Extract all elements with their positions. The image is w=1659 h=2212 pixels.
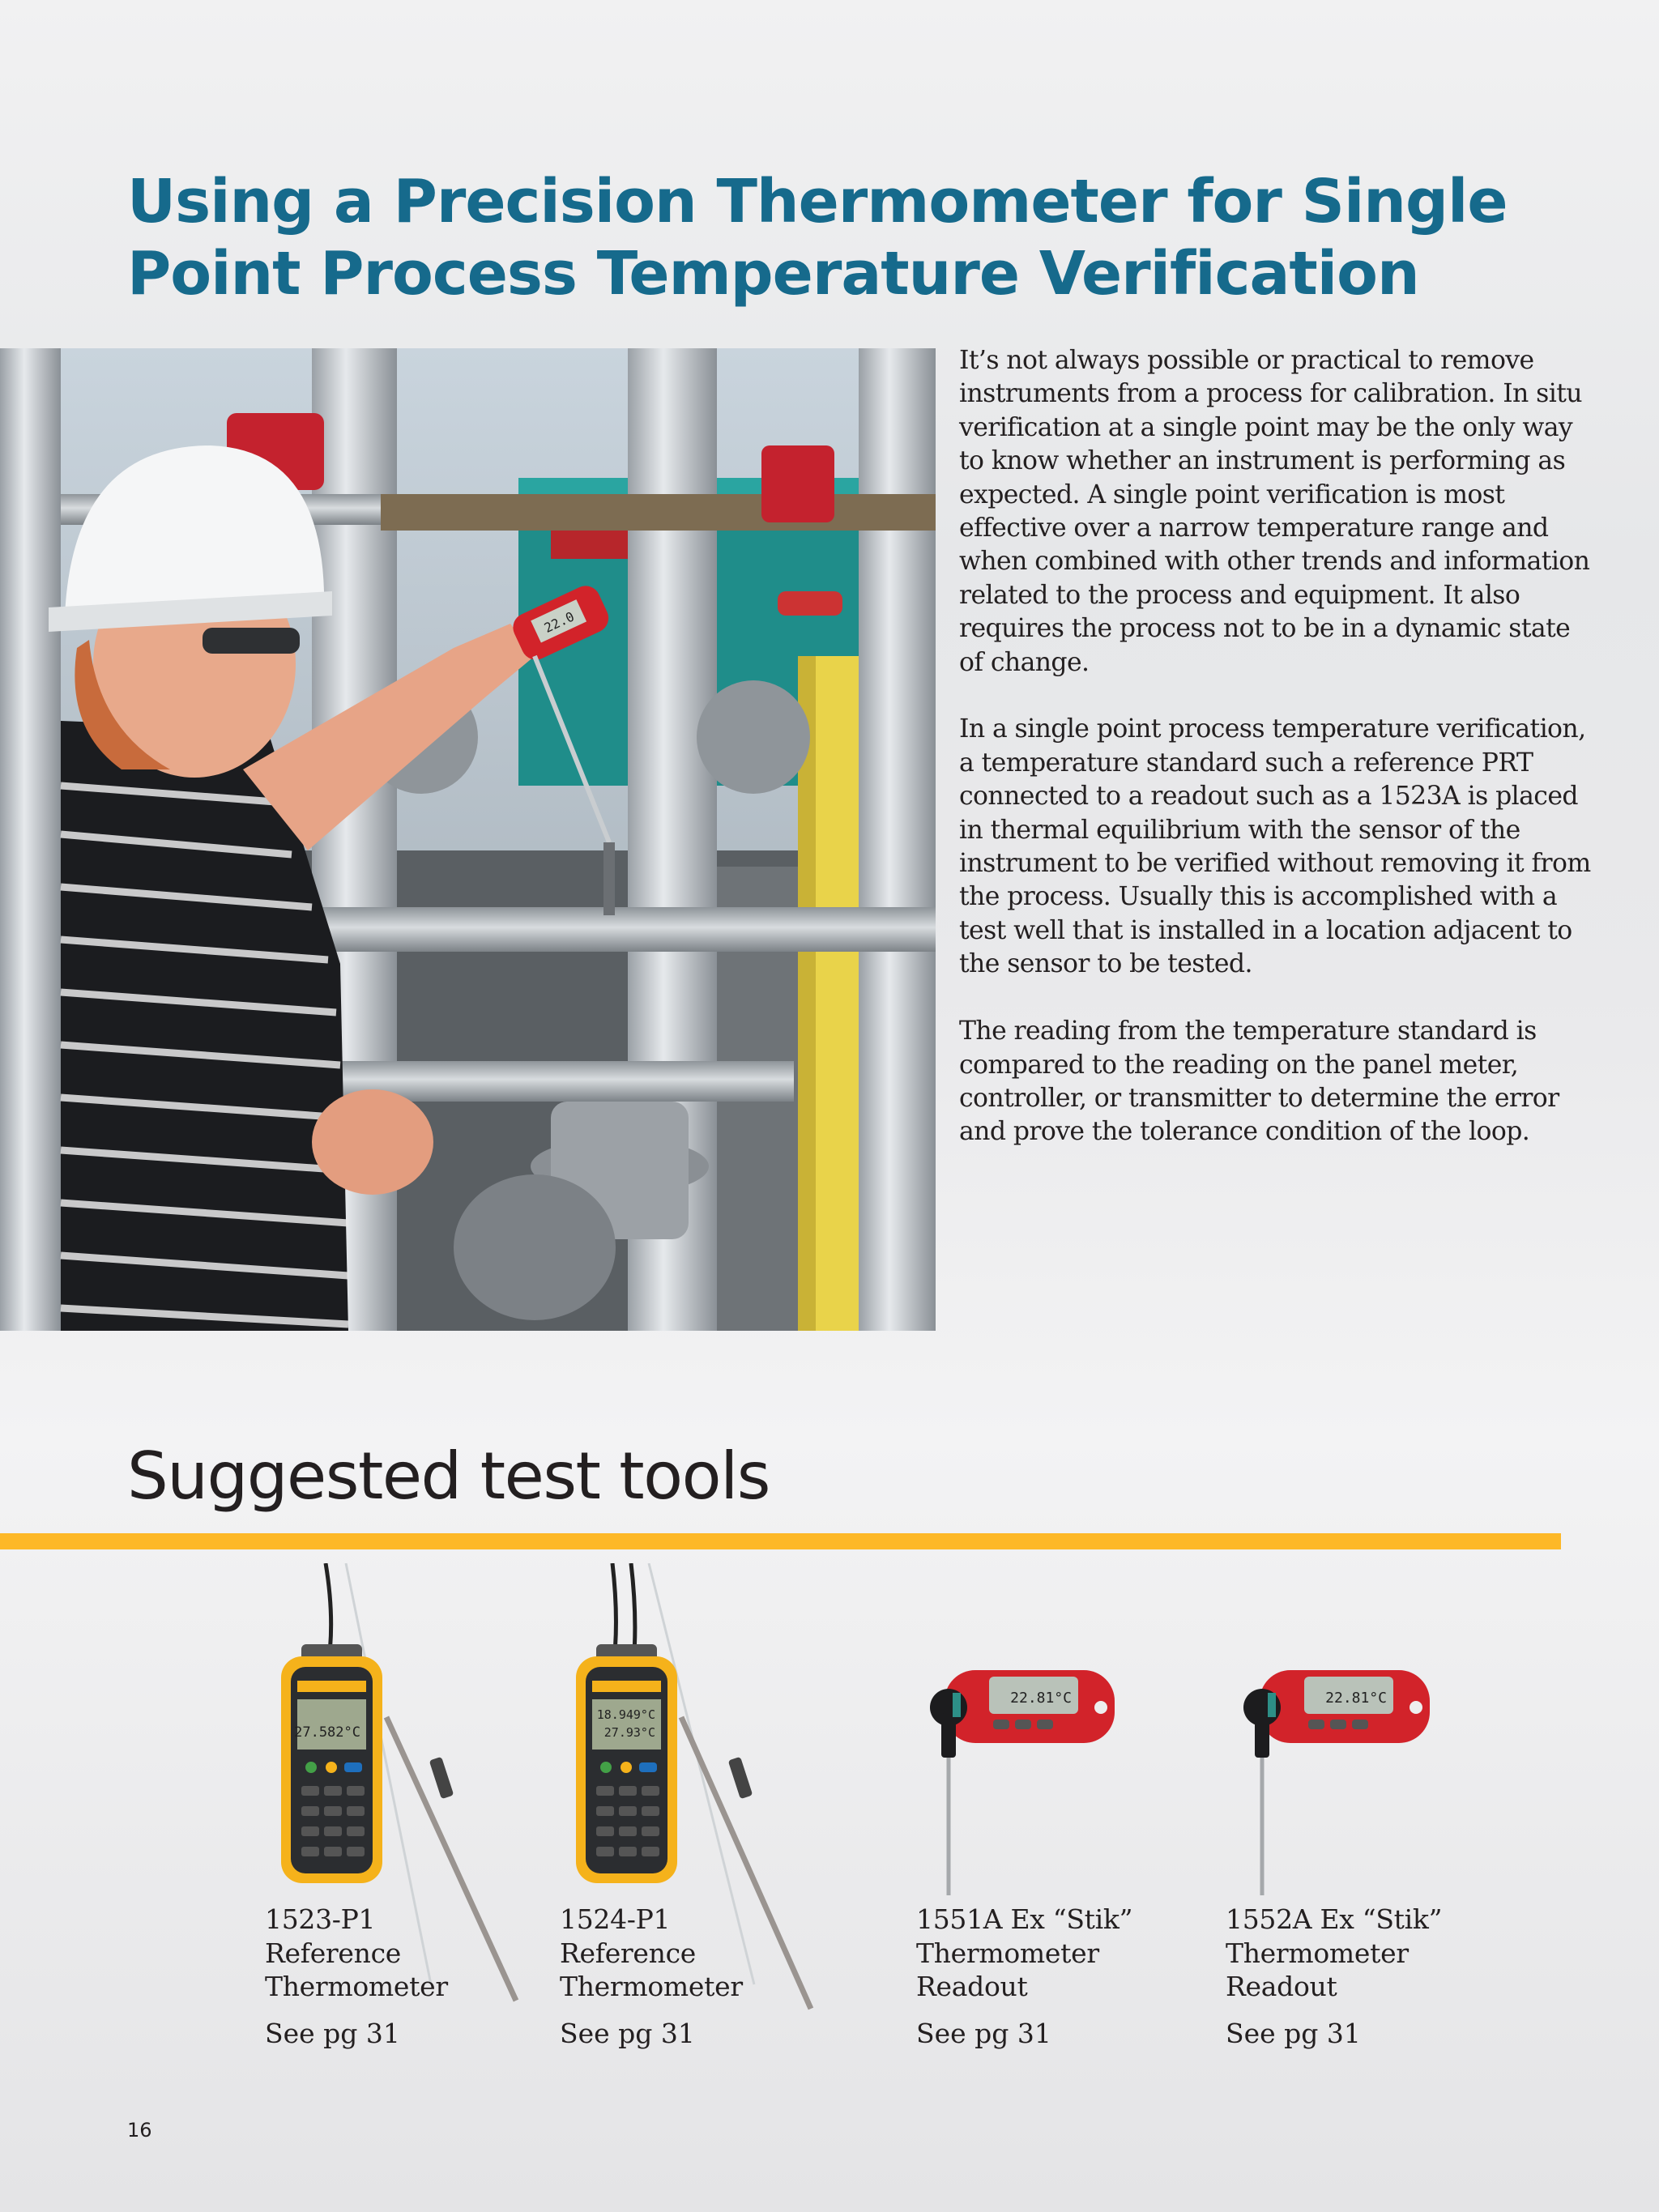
- product-2-screen-2: 27.93°C: [603, 1725, 655, 1740]
- product-2-line-3: Thermometer: [560, 1971, 743, 2002]
- product-3-screen: 22.81°C: [1010, 1690, 1072, 1707]
- field-technician-photo: [0, 348, 936, 1331]
- product-3-label: [916, 1903, 1183, 2004]
- body-text: [959, 344, 1591, 1183]
- section-title: Suggested test tools: [127, 1438, 770, 1514]
- product-3-line-3: Readout: [916, 1971, 1028, 2002]
- product-1-label: [265, 1903, 532, 2004]
- product-2-model: 1524-P1: [560, 1903, 671, 1935]
- page-title-line-1: Using a Precision Thermometer for Single: [127, 167, 1508, 237]
- product-2-see-page[interactable]: See pg 31: [560, 2018, 695, 2049]
- product-1-line-2: Reference: [265, 1937, 401, 1969]
- body-paragraph-1: It’s not always possible or practical to remove instruments from a process for calibration. In situ verification at a single point may be the only way to know whether an instrument is performing as expected. A single point verification is most effective over a narrow temperature range and when combined with other trends and information related to the process and equipment. It also requires the process not to be in a dynamic state of change.: [959, 346, 1590, 677]
- product-1-see-page[interactable]: See pg 31: [265, 2018, 400, 2049]
- product-4-screen: 22.81°C: [1325, 1690, 1387, 1707]
- body-paragraph-2: In a single point process temperature verification, a temperature standard such a reference PRT connected to a readout such as a 1523A is placed in thermal equilibrium with the sensor of the instrument to be verified without removing it from the process. Usually this is accomplished with a test well that is installed in a location adjacent to the sensor to be tested.: [959, 714, 1591, 979]
- section-rule: [0, 1533, 1561, 1549]
- page-title: [127, 166, 1553, 310]
- product-3-model: 1551A Ex “Stik”: [916, 1903, 1133, 1935]
- product-1-line-3: Thermometer: [265, 1971, 448, 2002]
- product-2-label: [560, 1903, 827, 2004]
- product-4-line-3: Readout: [1226, 1971, 1337, 2002]
- product-3-line-2: Thermometer: [916, 1937, 1099, 1969]
- photo-device-readout: 22.0: [541, 608, 577, 636]
- page-title-line-2: Point Process Temperature Verification: [127, 239, 1419, 309]
- product-4-label: [1226, 1903, 1493, 2004]
- body-paragraph-3: The reading from the temperature standard is compared to the reading on the panel meter, controller, or transmitter to determine the error and prove the tolerance condition of the loop.: [959, 1016, 1559, 1147]
- product-4-line-2: Thermometer: [1226, 1937, 1409, 1969]
- product-2-screen: 18.949°C: [596, 1707, 655, 1722]
- product-3-see-page[interactable]: See pg 31: [916, 2018, 1051, 2049]
- product-4-see-page[interactable]: See pg 31: [1226, 2018, 1361, 2049]
- product-1-screen: 27.582°C: [294, 1724, 360, 1741]
- product-1-model: 1523-P1: [265, 1903, 376, 1935]
- page-number: 16: [127, 2119, 152, 2142]
- product-2-line-2: Reference: [560, 1937, 696, 1969]
- product-4-model: 1552A Ex “Stik”: [1226, 1903, 1443, 1935]
